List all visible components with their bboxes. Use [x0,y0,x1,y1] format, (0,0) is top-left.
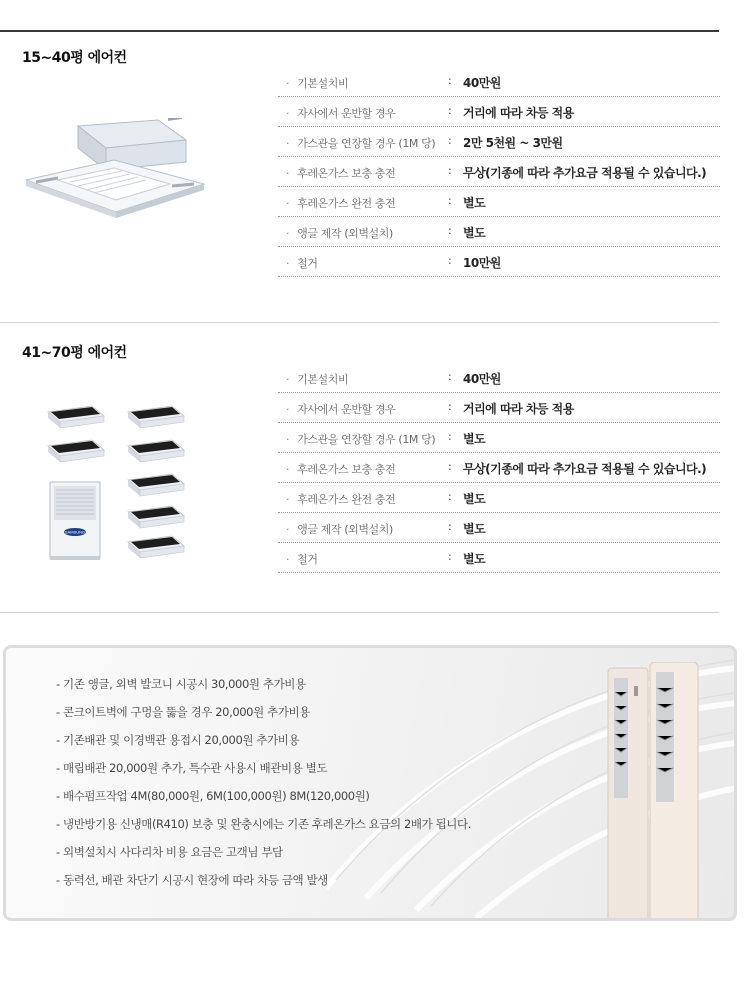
spec-colon: : [448,194,452,207]
section-divider [0,612,719,613]
spec-row [278,393,720,423]
spec-colon: : [448,430,452,443]
spec-label: · 가스관을 연장할 경우 (1M 당) [286,135,435,151]
spec-value: 별도 [463,492,486,506]
spec-label: · 기본설치비 [286,371,348,387]
spec-row [278,67,720,97]
spec-colon: : [448,520,452,533]
note-item: - 매립배관 20,000원 추가, 특수관 사용시 배관비용 별도 [56,760,471,788]
brand-badge-text: SAMSUNG [64,529,86,535]
spec-label: · 자사에서 운반할 경우 [286,105,395,121]
spec-value: 별도 [463,432,486,446]
spec-value: 무상(기종에 따라 추가요금 적용될 수 있습니다.) [463,166,707,180]
spec-row [278,363,720,393]
spec-row [278,513,720,543]
note-item: - 콘크이트벽에 구멍을 뚫을 경우 20,000원 추가비용 [56,704,471,732]
spec-label: · 철거 [286,551,318,567]
spec-colon: : [448,74,452,87]
spec-label: · 자사에서 운반할 경우 [286,401,395,417]
spec-colon: : [448,460,452,473]
ceiling-cassette-image [18,118,208,222]
spec-label: · 앵글 제작 (외벽설치) [286,225,393,241]
spec-value: 별도 [463,226,486,240]
spec-row [278,97,720,127]
spec-value: 별도 [463,522,486,536]
spec-colon: : [448,550,452,563]
spec-label: · 가스관을 연장할 경우 (1M 당) [286,431,435,447]
spec-table-15-40 [278,67,720,277]
spec-value: 10만원 [463,256,501,270]
note-item: - 외벽설치시 사다리차 비용 요금은 고객님 부담 [56,844,471,872]
section-1-title: 15~40평 에어컨 [22,50,127,66]
spec-row [278,157,720,187]
spec-label: · 후레온가스 완전 충전 [286,195,395,211]
spec-colon: : [448,254,452,267]
spec-value: 2만 5천원 ~ 3만원 [463,136,563,150]
spec-row [278,127,720,157]
spec-row [278,217,720,247]
spec-row [278,187,720,217]
spec-row [278,453,720,483]
note-item: - 냉반방기용 신냉매(R410) 보충 및 완충시에는 기존 후레온가스 요금의 2배가 됩니다. [56,816,471,844]
spec-label: · 기본설치비 [286,75,348,91]
spec-value: 40만원 [463,76,501,90]
stand-aircon-image [606,662,706,921]
note-item: - 동력선, 배관 차단기 시공시 현장에 따라 차등 금액 발생 [56,872,471,900]
section-2-title: 41~70평 에어컨 [22,345,127,361]
spec-label: · 후레온가스 보충 충전 [286,461,395,477]
spec-row [278,423,720,453]
spec-colon: : [448,370,452,383]
spec-row [278,483,720,513]
note-item: - 기존배관 및 이경백관 용접시 20,000원 추가비용 [56,732,471,760]
spec-colon: : [448,134,452,147]
spec-value: 별도 [463,552,486,566]
spec-colon: : [448,104,452,117]
spec-value: 무상(기종에 따라 추가요금 적용될 수 있습니다.) [463,462,707,476]
spec-value: 거리에 따라 차등 적용 [463,402,574,416]
spec-value: 40만원 [463,372,501,386]
spec-colon: : [448,490,452,503]
spec-label: · 앵글 제작 (외벽설치) [286,521,393,537]
spec-label: · 철거 [286,255,318,271]
spec-value: 거리에 따라 차등 적용 [463,106,574,120]
notes-panel [3,645,737,921]
spec-colon: : [448,224,452,237]
installation-notes-list [56,676,471,900]
spec-value: 별도 [463,196,486,210]
note-item: - 배수펌프작업 4M(80,000원, 6M(100,000원) 8M(120,000원) [56,788,471,816]
spec-colon: : [448,164,452,177]
spec-table-41-70 [278,363,720,573]
spec-colon: : [448,400,452,413]
note-item: - 기존 앵글, 외벽 발코니 시공시 30,000원 추가비용 [56,676,471,704]
spec-label: · 후레온가스 보충 충전 [286,165,395,181]
section-divider [0,322,719,323]
top-divider [0,30,719,32]
spec-label: · 후레온가스 완전 충전 [286,491,395,507]
spec-row [278,543,720,573]
system-aircon-units-image [44,400,194,568]
spec-row [278,247,720,277]
